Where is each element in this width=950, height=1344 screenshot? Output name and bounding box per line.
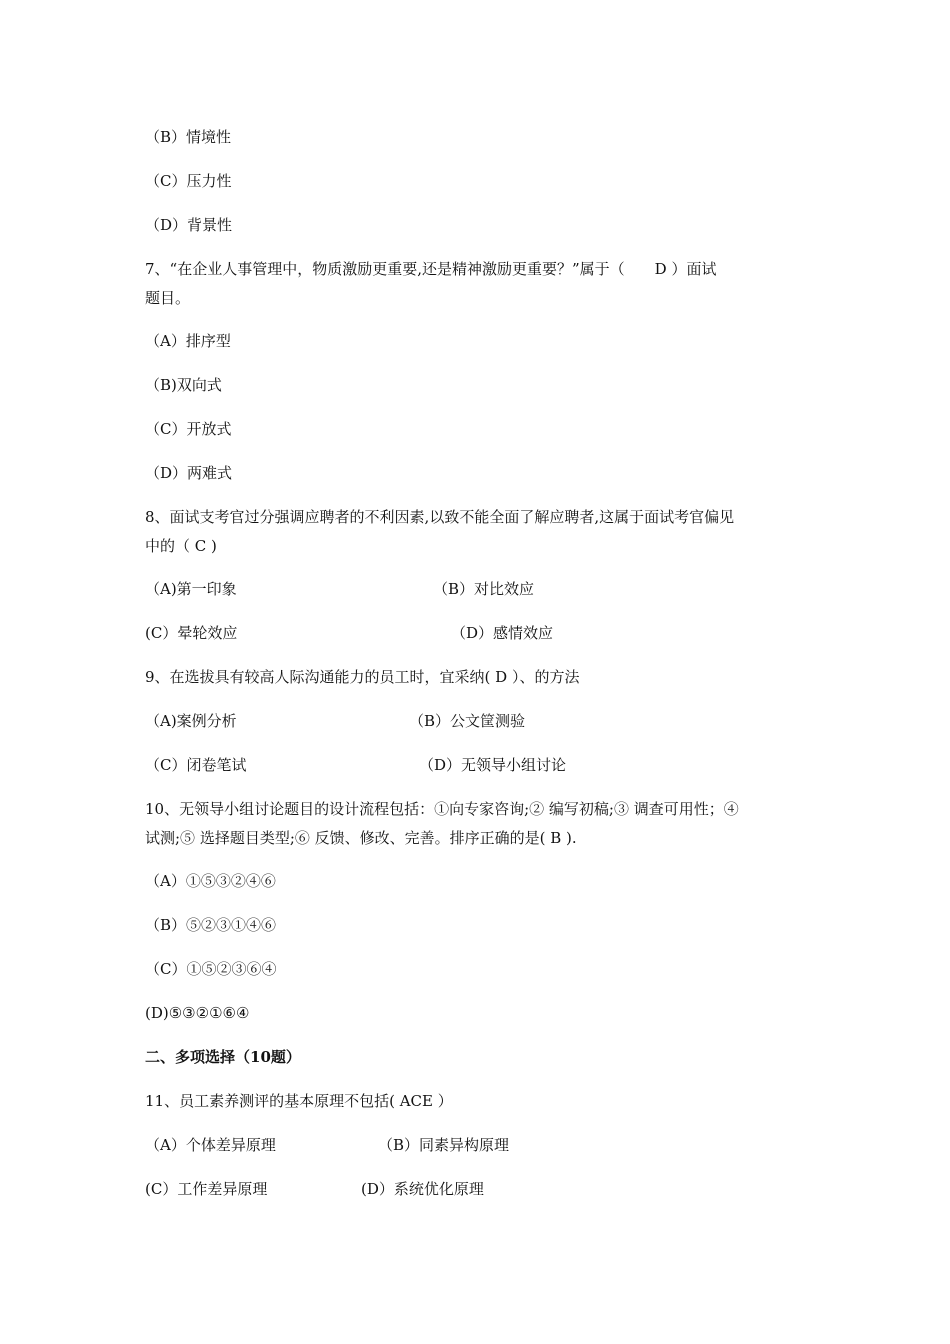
q11-option-d: (D）系统优化原理: [361, 1180, 484, 1198]
q7-option-b: （B)双向式: [145, 376, 222, 394]
q10-stem-line2: 试测;⑤ 选择题目类型;⑥ 反馈、修改、完善。排序正确的是( B ).: [145, 829, 577, 847]
q10-option-b: （B）⑤②③①④⑥: [145, 916, 277, 934]
q10-option-a: （A）①⑤③②④⑥: [145, 872, 276, 890]
q8-option-d: （D）感情效应: [451, 624, 554, 642]
q8-stem-line2: 中的（ C ): [145, 537, 217, 555]
q8-option-b: （B）对比效应: [433, 580, 535, 598]
q6-option-c: （C）压力性: [145, 172, 232, 190]
q10-option-c: （C）①⑤②③⑥④: [145, 960, 277, 978]
q10-stem-line1: 10、无领导小组讨论题目的设计流程包括：①向专家咨询;② 编写初稿;③ 调查可用性；④: [145, 800, 739, 818]
q7-option-d: （D）两难式: [145, 464, 233, 482]
q9-option-b: （B）公文筐测验: [409, 712, 526, 730]
q9-option-d: （D）无领导小组讨论: [419, 756, 567, 774]
q10-option-d: (D)⑤③②①⑥④: [145, 1004, 250, 1022]
q11-option-a: （A）个体差异原理: [145, 1136, 276, 1154]
q9-stem-line1: 9、在选拔具有较高人际沟通能力的员工时，宜采纳( D ）、的方法: [145, 668, 580, 686]
q7-stem-line2: 题目。: [145, 289, 191, 307]
q11-option-c: (C）工作差异原理: [145, 1180, 268, 1198]
q6-option-d: （D）背景性: [145, 216, 233, 234]
q7-option-a: （A）排序型: [145, 332, 231, 350]
q9-option-a: （A)案例分析: [145, 712, 237, 730]
q7-option-c: （C）开放式: [145, 420, 232, 438]
q6-option-b: （B）情境性: [145, 128, 232, 146]
q7-stem-line1: 7、“在企业人事管理中，物质激励更重要,还是精神激励更重要？”属于（ D ）面试: [145, 260, 717, 278]
q11-option-b: （B）同素异构原理: [378, 1136, 510, 1154]
q8-option-a: （A)第一印象: [145, 580, 237, 598]
q8-stem-line1: 8、面试支考官过分强调应聘者的不利因素,以致不能全面了解应聘者,这属于面试考官偏见: [145, 508, 735, 526]
q8-option-c: (C）晕轮效应: [145, 624, 238, 642]
q11-stem-line1: 11、员工素养测评的基本原理不包括( ACE ）: [145, 1092, 453, 1110]
q9-option-c: （C）闭卷笔试: [145, 756, 247, 774]
section-heading: 二、多项选择（10题）: [145, 1048, 301, 1066]
